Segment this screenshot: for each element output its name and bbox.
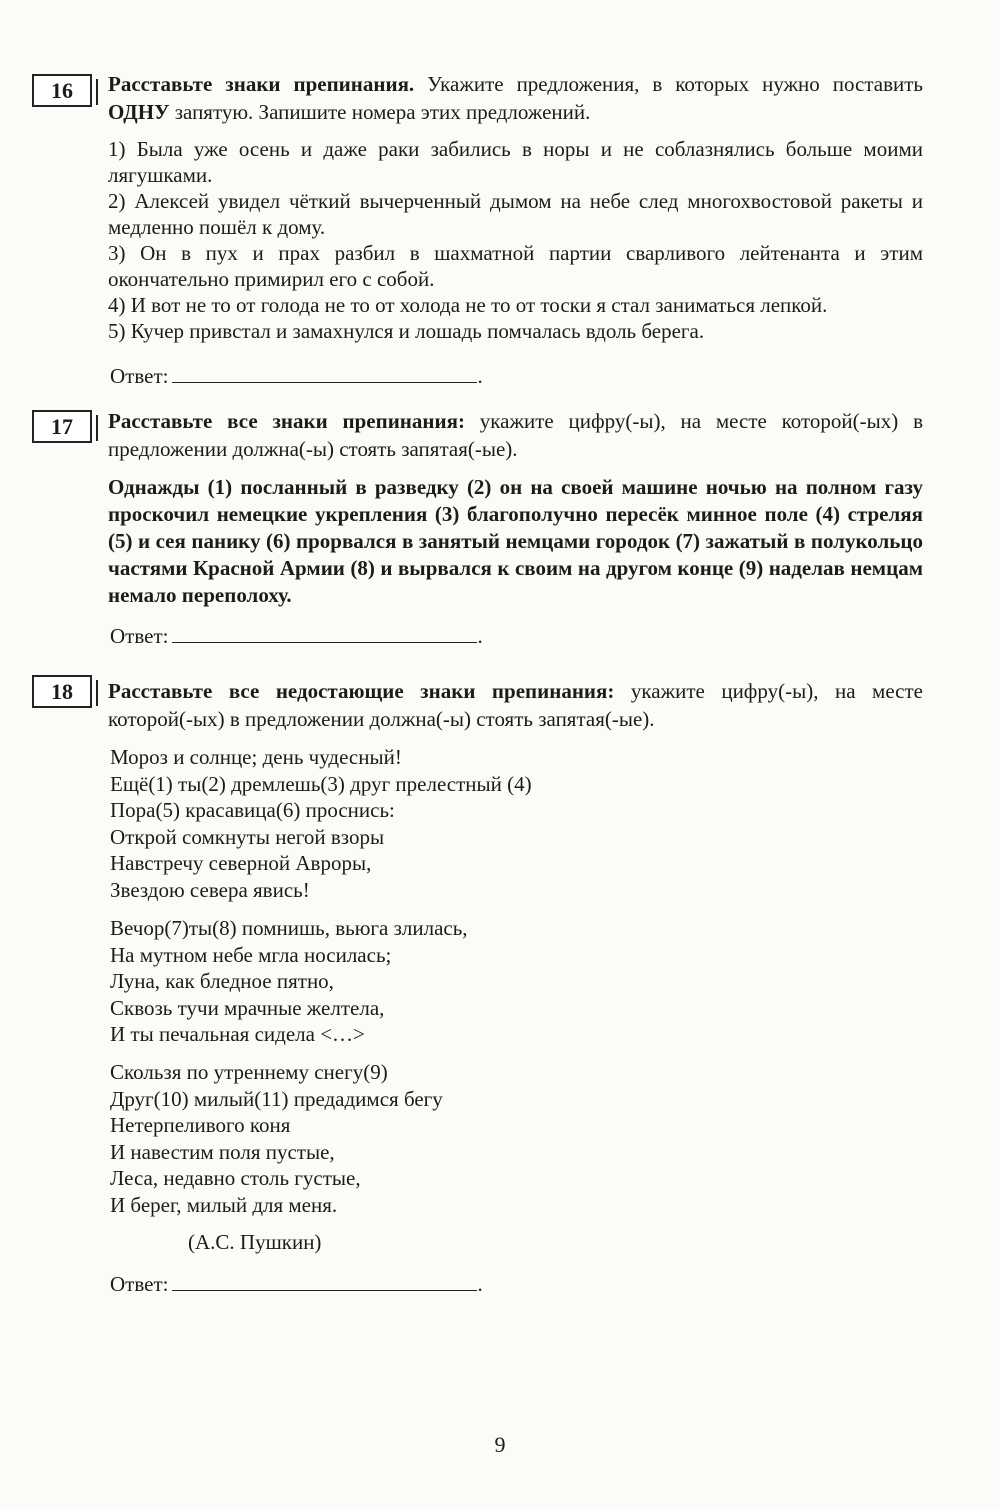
page-number: 9 bbox=[494, 1432, 506, 1457]
poem-line: И ты печальная сидела <…> bbox=[110, 1022, 365, 1046]
poem-line: Вечор(7)ты(8) помнишь, вьюга злилась, bbox=[110, 916, 468, 940]
answer-blank[interactable] bbox=[172, 362, 477, 383]
poem-line: Луна, как бледное пятно, bbox=[110, 969, 334, 993]
task-instruction: Расставьте все недостающие знаки препинания: укажите цифру(-ы), на месте которой(-ых) в предложении должна(-ы) стоять запятая(-ые). bbox=[108, 679, 923, 731]
sentence-item: 3) Он в пух и прах разбил в шахматной партии сварливого лейтенанта и этим окончательно примирил его с собой. bbox=[108, 241, 923, 291]
poem-line: И навестим поля пустые, bbox=[110, 1139, 335, 1164]
task-number-box: 17 bbox=[32, 410, 92, 443]
sentence-item: 4) И вот не то от голода не то от холода не то от тоски я стал заниматься лепкой. bbox=[108, 293, 828, 317]
poem-line: Навстречу северной Авроры, bbox=[110, 851, 372, 875]
task-number-box: 16 bbox=[32, 74, 92, 107]
poem-stanza-2 bbox=[110, 915, 468, 1048]
poem-line: Ещё(1) ты(2) дремлешь(3) друг прелестный (4) bbox=[110, 771, 532, 796]
poem-line: И берег, милый для меня. bbox=[110, 1192, 338, 1217]
task-instruction: Расставьте знаки препинания. Укажите предложения, в которых нужно поставить ОДНУ запятую. Запишите номера этих предложений. bbox=[108, 72, 923, 124]
poem-line: Скользя по утреннему снегу(9) bbox=[110, 1060, 388, 1084]
poem-line: Пора(5) красавица(6) проснись: bbox=[110, 798, 395, 822]
poem-line: Нетерпеливого коня bbox=[110, 1113, 291, 1137]
poem-line: Мороз и солнце; день чудесный! bbox=[110, 745, 402, 769]
sentence-item: 1) Была уже осень и даже раки забились в норы и не соблазнялись больше моими лягушками. bbox=[108, 137, 923, 187]
sentence-item: 5) Кучер привстал и замахнулся и лошадь помчалась вдоль берега. bbox=[108, 319, 705, 343]
answer-blank[interactable] bbox=[172, 622, 477, 643]
poem-author: (А.С. Пушкин) bbox=[188, 1230, 322, 1254]
poem-line: Сквозь тучи мрачные желтела, bbox=[110, 995, 385, 1020]
answer-blank[interactable] bbox=[172, 1270, 477, 1291]
answer-line[interactable]: Ответ: . bbox=[110, 624, 483, 648]
sentence-item: 2) Алексей увидел чёткий вычерченный дымом на небе след многохвостовой ракеты и медленно пошёл к дому. bbox=[108, 189, 923, 239]
task-instruction: Расставьте все знаки препинания: укажите цифру(-ы), на месте которой(-ых) в предложении должна(-ы) стоять запятая(-ые). bbox=[108, 409, 923, 461]
poem-stanza-1 bbox=[110, 744, 532, 903]
answer-line[interactable]: Ответ: . bbox=[110, 1272, 483, 1296]
answer-line[interactable]: Ответ: . bbox=[110, 364, 483, 388]
poem-line: Леса, недавно столь густые, bbox=[110, 1166, 361, 1190]
task-sentence: Однажды (1) посланный в разведку (2) он на своей машине ночью на полном газу проскочил немецкие укрепления (3) благополучно пересёк минное поле (4) стреляя (5) и сея панику (6) прорвался в занятый немцами городок (7) зажатый в полукольцо частями Красной Армии (8) и вырвался к своим на другом конце (9) наделав немцам немало переполоху. bbox=[108, 475, 923, 607]
poem-line: На мутном небе мгла носилась; bbox=[110, 942, 392, 967]
poem-stanza-3 bbox=[110, 1059, 443, 1218]
task-number-box: 18 bbox=[32, 675, 92, 708]
poem-line: Открой сомкнуты негой взоры bbox=[110, 824, 385, 849]
sentence-list bbox=[108, 136, 923, 344]
poem-line: Друг(10) милый(11) предадимся бегу bbox=[110, 1086, 443, 1111]
poem-line: Звездою севера явись! bbox=[110, 877, 310, 902]
